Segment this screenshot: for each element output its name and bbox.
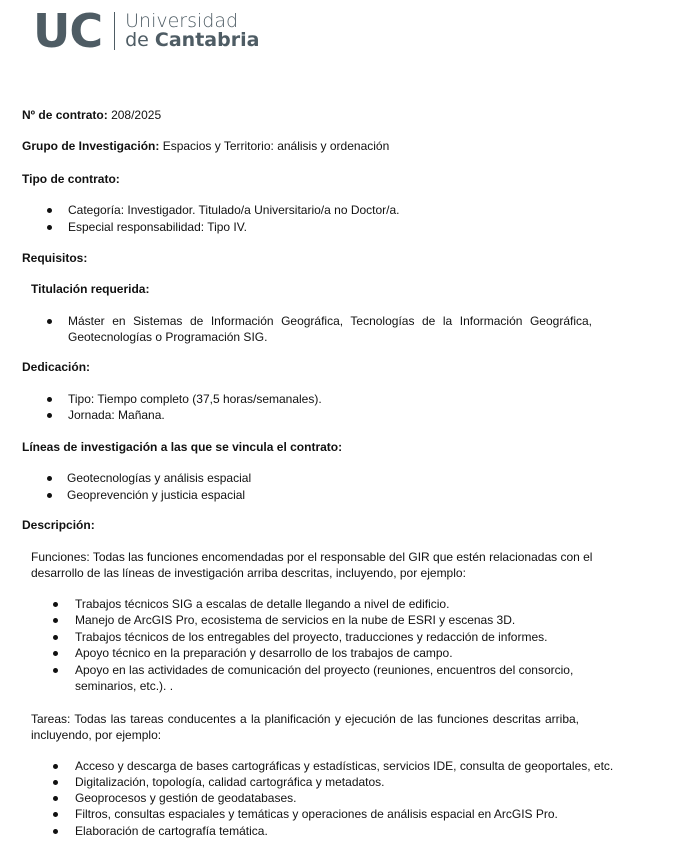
bullet-icon — [47, 397, 52, 402]
university-logo — [33, 4, 260, 58]
group-value: Espacios y Territorio: análisis y ordenación — [162, 139, 390, 153]
degree-heading: Titulación requerida: — [31, 282, 150, 296]
tasks-paragraph-line-2: incluyendo, por ejemplo: — [31, 728, 162, 742]
contract-value: 208/2025 — [111, 108, 162, 122]
bullet-icon — [53, 651, 58, 656]
bullet-icon — [53, 812, 58, 817]
bullet-icon — [47, 493, 52, 498]
list-item: Máster en Sistemas de Información Geográfica, Tecnologías de la Información Geográfica, — [68, 314, 592, 328]
list-item: Geoprevención y justicia espacial — [67, 488, 246, 502]
tasks-paragraph-line-1: Tareas: Todas las tareas conducentes a la planificación y ejecución de las funciones descritas arriba, — [31, 712, 579, 726]
list-item: Manejo de ArcGIS Pro, ecosistema de servicios en la nube de ESRI y escenas 3D. — [75, 613, 516, 627]
list-item: Categoría: Investigador. Titulado/a Universitario/a no Doctor/a. — [68, 203, 400, 217]
list-item-continuation: seminarios, etc.). . — [75, 679, 174, 693]
list-item: Apoyo técnico en la preparación y desarrollo de los trabajos de campo. — [75, 646, 453, 660]
bullet-icon — [47, 476, 52, 481]
list-item: Geotecnologías y análisis espacial — [67, 471, 252, 485]
list-item: Tipo: Tiempo completo (37,5 horas/semanales). — [68, 392, 322, 406]
bullet-icon — [53, 635, 58, 640]
research-group — [22, 139, 389, 154]
list-item: Apoyo en las actividades de comunicación del proyecto (reuniones, encuentros del consorcio, — [75, 663, 574, 677]
requirements-heading: Requisitos: — [22, 251, 88, 265]
bullet-icon — [53, 618, 58, 623]
list-item: Trabajos técnicos de los entregables del proyecto, traducciones y redacción de informes. — [75, 630, 548, 644]
list-item: Trabajos técnicos SIG a escalas de detalle llegando a nivel de edificio. — [75, 597, 450, 611]
list-item: Jornada: Mañana. — [68, 408, 165, 422]
list-item: Especial responsabilidad: Tipo IV. — [68, 220, 248, 234]
logo-divider — [114, 12, 115, 50]
functions-paragraph-line-1: Funciones: Todas las funciones encomendadas por el responsable del GIR que estén relacionadas con el — [31, 550, 593, 564]
list-item: Elaboración de cartografía temática. — [75, 824, 268, 838]
bullet-icon — [53, 780, 58, 785]
research-lines-heading: Líneas de investigación a las que se vincula el contrato: — [22, 440, 343, 454]
dedication-heading: Dedicación: — [22, 360, 91, 374]
bullet-icon — [53, 796, 58, 801]
functions-paragraph-line-2: desarrollo de las líneas de investigación arriba descritas, incluyendo, por ejemplo: — [31, 566, 466, 580]
group-label: Grupo de Investigación: — [22, 139, 160, 153]
bullet-icon — [47, 208, 52, 213]
bullet-icon — [53, 602, 58, 607]
bullet-icon — [47, 319, 52, 324]
contract-label: Nº de contrato: — [22, 108, 108, 122]
logo-line-2-prefix: de — [125, 29, 155, 51]
list-item: Acceso y descarga de bases cartográficas y estadísticas, servicios IDE, consulta de geoportales, etc. — [75, 759, 614, 773]
contract-type-heading: Tipo de contrato: — [22, 172, 120, 186]
description-heading: Descripción: — [22, 518, 95, 532]
bullet-icon — [47, 225, 52, 230]
list-item-continuation: Geotecnologías o Programación SIG. — [68, 330, 268, 344]
list-item: Filtros, consultas espaciales y temáticas y operaciones de análisis espacial en ArcGIS Pro. — [75, 807, 558, 821]
logo-line-2 — [125, 31, 259, 50]
logo-line-1: Universidad — [125, 10, 239, 32]
bullet-icon — [53, 764, 58, 769]
bullet-icon — [53, 668, 58, 673]
logo-text — [125, 12, 259, 50]
logo-mark: UC — [33, 4, 103, 58]
list-item: Digitalización, topología, calidad cartográfica y metadatos. — [75, 775, 385, 789]
bullet-icon — [53, 829, 58, 834]
logo-line-2-bold: Cantabria — [154, 29, 260, 51]
contract-number — [22, 108, 161, 123]
list-item: Geoprocesos y gestión de geodatabases. — [75, 791, 297, 805]
bullet-icon — [47, 413, 52, 418]
